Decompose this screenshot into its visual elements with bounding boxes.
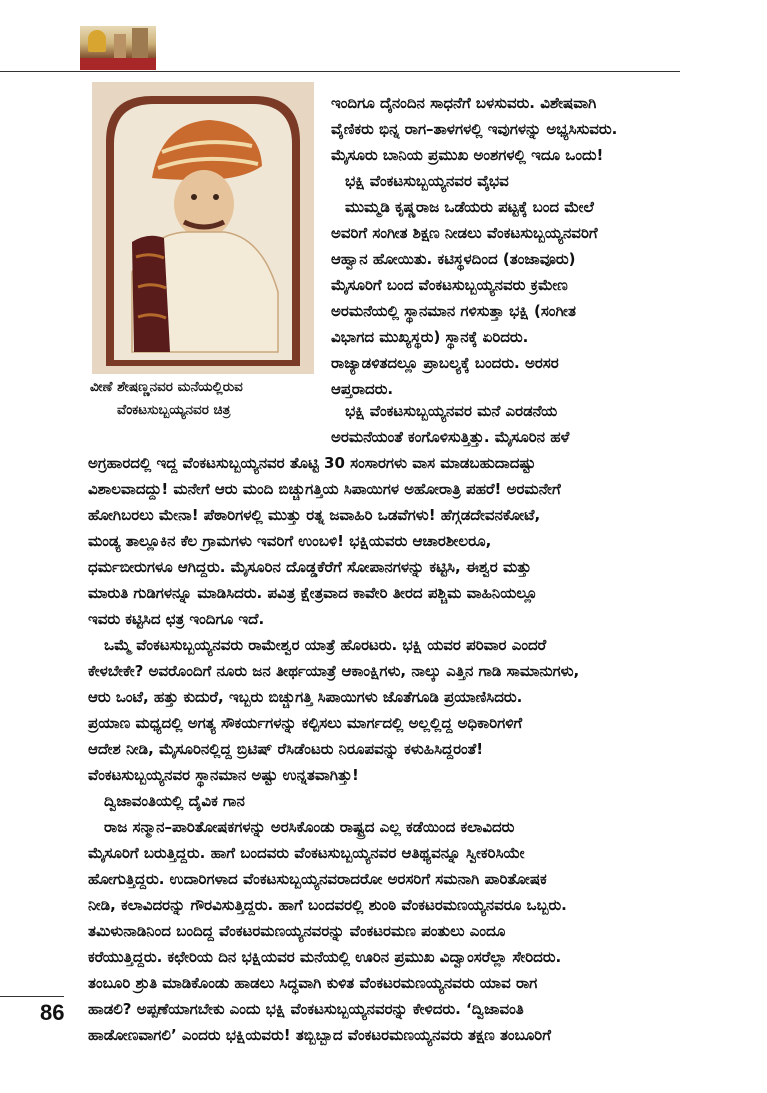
- body-line: ಭಕ್ಷಿ ವೆಂಕಟಸುಬ್ಬಯ್ಯನವರ ಮನೆ ಎರಡನೆಯ: [345, 402, 558, 420]
- body-line: ಹಾಡಲಿ? ಅಪ್ಪಣೆಯಾಗಬೇಕು ಎಂದು ಭಕ್ಷಿ ವೆಂಕಟಸುಬ್ಬಯ್ಯನವರನ್ನು ಕೇಳಿದರು. ‘ದ್ವಿಜಾವಂತಿ: [88, 1000, 524, 1018]
- body-line: ಮಂಡ್ಯ ತಾಲ್ಲೂಕಿನ ಕೆಲ ಗ್ರಾಮಗಳು ಇವರಿಗೆ ಉಂಬಳಿ! ಭಕ್ಷಿಯವರು ಆಚಾರಶೀಲರೂ,: [88, 532, 492, 550]
- body-line: ಮೈಸೂರು ಬಾನಿಯ ಪ್ರಮುಖ ಅಂಶಗಳಲ್ಲಿ ಇದೂ ಒಂದು!: [331, 146, 604, 164]
- body-line: ವಿಶಾಲವಾದದ್ದು! ಮನೇಗೆ ಆರು ಮಂದಿ ಬಿಚ್ಚುಗತ್ತಿಯ ಸಿಪಾಯಿಗಳ ಅಹೋರಾತ್ರಿ ಪಹರೆ! ಅರಮನೇಗೆ: [88, 480, 561, 498]
- body-line: ಇಂದಿಗೂ ದೈನಂದಿನ ಸಾಧನೆಗೆ ಬಳಸುವರು. ವಿಶೇಷವಾಗಿ: [331, 94, 597, 112]
- body-line: ರಾಜ್ಯಾಡಳಿತದಲ್ಲೂ ಪ್ರಾಬಲ್ಯಕ್ಕೆ ಬಂದರು. ಅರಸರ: [331, 354, 559, 372]
- body-line: ಧರ್ಮಬೀರುಗಳೂ ಆಗಿದ್ದರು. ಮೈಸೂರಿನ ದೊಡ್ಡಕೆರೆಗೆ ಸೋಪಾನಗಳನ್ನು ಕಟ್ಟಿಸಿ, ಈಶ್ವರ ಮತ್ತು: [88, 558, 532, 576]
- body-line: ಒಮ್ಮೆ ವೆಂಕಟಸುಬ್ಬಯ್ಯನವರು ರಾಮೇಶ್ವರ ಯಾತ್ರೆ ಹೊರಟರು. ಭಕ್ಷಿ ಯವರ ಪರಿವಾರ ಎಂದರೆ: [104, 636, 547, 654]
- body-line: ನೀಡಿ, ಕಲಾವಿದರನ್ನು ಗೌರವಿಸುತ್ತಿದ್ದರು. ಹಾಗೆ ಬಂದವರಲ್ಲಿ ಶುಂಠಿ ವೆಂಕಟರಮಣಯ್ಯನವರೂ ಒಬ್ಬರು.: [88, 896, 567, 914]
- body-line: ಹೋಗಿಬರಲು ಮೇನಾ! ಪೆಠಾರಿಗಳಲ್ಲಿ ಮುತ್ತು ರತ್ನ ಜವಾಹಿರಿ ಒಡವೆಗಳು! ಹೆಗ್ಗಡದೇವನಕೋಟೆ,: [88, 506, 541, 524]
- body-line: ಆಹ್ವಾನ ಹೋಯಿತು. ಕಟಿಸ್ಥಳದಿಂದ (ತಂಜಾವೂರು): [331, 250, 576, 268]
- body-line: ವೈಣಿಕರು ಭಿನ್ನ ರಾಗ–ತಾಳಗಳಲ್ಲಿ ಇವುಗಳನ್ನು ಅಭ್ಯಸಿಸುವರು.: [331, 120, 618, 138]
- body-line: ಅರಮನೆಯಂತೆ ಕಂಗೊಳಿಸುತ್ತಿತ್ತು. ಮೈಸೂರಿನ ಹಳೆ: [331, 428, 570, 446]
- body-line: ಮೈಸೂರಿಗೆ ಬರುತ್ತಿದ್ದರು. ಹಾಗೆ ಬಂದವರು ವೆಂಕಟಸುಬ್ಬಯ್ಯನವರ ಆತಿಥ್ಯವನ್ನೂ ಸ್ವೀಕರಿಸಿಯೇ: [88, 844, 525, 862]
- body-line: ಅರಮನೆಯಲ್ಲಿ ಸ್ಥಾನಮಾನ ಗಳಿಸುತ್ತಾ ಭಕ್ಷಿ (ಸಂಗೀತ: [331, 302, 576, 320]
- body-line: ಕೇಳಬೇಕೇ? ಅವರೊಂದಿಗೆ ನೂರು ಜನ ತೀರ್ಥಯಾತ್ರೆ ಆಕಾಂಕ್ಷಿಗಳು, ನಾಲ್ಕು ಎತ್ತಿನ ಗಾಡಿ ಸಾಮಾನುಗಳು,: [88, 662, 580, 680]
- dome-icon: [88, 30, 106, 52]
- body-line: ತಂಬೂರಿ ಶ್ರುತಿ ಮಾಡಿಕೊಂಡು ಹಾಡಲು ಸಿದ್ಧವಾಗಿ ಕುಳಿತ ವೆಂಕಟರಮಣಯ್ಯನವರು ಯಾವ ರಾಗ: [88, 974, 538, 992]
- page-number: 86: [40, 1000, 65, 1025]
- body-line: ಆದೇಶ ನೀಡಿ, ಮೈಸೂರಿನಲ್ಲಿದ್ದ ಬ್ರಿಟಿಷ್ ರೆಸಿಡೆಂಟರು ನಿರೂಪವನ್ನು ಕಳುಹಿಸಿದ್ದರಂತೆ!: [88, 740, 484, 758]
- header-rule: [0, 71, 680, 72]
- body-line: ಆಪ್ತರಾದರು.: [331, 380, 394, 398]
- figure-caption-line: ವೆಂಕಟಸುಬ್ಬಯ್ಯನವರ ಚಿತ್ರ: [117, 402, 231, 418]
- body-line: ಅವರಿಗೆ ಸಂಗೀತ ಶಿಕ್ಷಣ ನೀಡಲು ವೆಂಕಟಸುಬ್ಬಯ್ಯನವರಿಗೆ: [331, 224, 598, 242]
- body-line: ಇವರು ಕಟ್ಟಿಸಿದ ಛತ್ರ ಇಂದಿಗೂ ಇದೆ.: [88, 610, 265, 628]
- body-line: ವೆಂಕಟಸುಬ್ಬಯ್ಯನವರ ಸ್ಥಾನಮಾನ ಅಷ್ಟು ಉನ್ನತವಾಗಿತ್ತು!: [88, 766, 359, 784]
- header-image: [80, 26, 156, 70]
- body-line: ವಿಭಾಗದ ಮುಖ್ಯಸ್ಥರು) ಸ್ಥಾನಕ್ಕೆ ಏರಿದರು.: [331, 328, 529, 346]
- body-line: ರಾಜ ಸನ್ಮಾನ–ಪಾರಿತೋಷಕಗಳನ್ನು ಅರಸಿಕೊಂಡು ರಾಷ್ಟ್ರದ ಎಲ್ಲ ಕಡೆಯಿಂದ ಕಲಾವಿದರು: [104, 818, 515, 836]
- body-line: ಅಗ್ರಹಾರದಲ್ಲಿ ಇದ್ದ ವೆಂಕಟಸುಬ್ಬಯ್ಯನವರ ತೊಟ್ಟಿ 30 ಸಂಸಾರಗಳು ವಾಸ ಮಾಡಬಹುದಾದಷ್ಟು: [88, 454, 536, 472]
- section-heading: ಭಕ್ಷಿ ವೆಂಕಟಸುಬ್ಬಯ್ಯನವರ ವೈಭವ: [345, 172, 509, 190]
- body-line: ಮೈಸೂರಿಗೆ ಬಂದ ವೆಂಕಟಸುಬ್ಬಯ್ಯನವರು ಕ್ರಮೇಣ: [331, 276, 568, 294]
- figure-caption-line: ವೀಣೆ ಶೇಷಣ್ಣನವರ ಮನೆಯಲ್ಲಿರುವ: [90, 379, 243, 395]
- portrait-image: [92, 82, 314, 374]
- body-line: ತಮಿಳುನಾಡಿನಿಂದ ಬಂದಿದ್ದ ವೆಂಕಟರಮಣಯ್ಯನವರನ್ನು ವೆಂಕಟರಮಣ ಪಂತುಲು ಎಂದೂ: [88, 922, 506, 940]
- body-line: ಮಾರುತಿ ಗುಡಿಗಳನ್ನೂ ಮಾಡಿಸಿದರು. ಪವಿತ್ರ ಕ್ಷೇತ್ರವಾದ ಕಾವೇರಿ ತೀರದ ಪಶ್ಚಿಮ ವಾಹಿನಿಯಲ್ಲೂ: [88, 584, 538, 602]
- body-line: ಹೋಗುತ್ತಿದ್ದರು. ಉದಾರಿಗಳಾದ ವೆಂಕಟಸುಬ್ಬಯ್ಯನವರಾದರೋ ಅರಸರಿಗೆ ಸಮನಾಗಿ ಪಾರಿತೋಷಕ: [88, 870, 547, 888]
- footer-rule: [0, 996, 64, 997]
- body-line: ಆರು ಒಂಟೆ, ಹತ್ತು ಕುದುರೆ, ಇಬ್ಬರು ಬಿಚ್ಚುಗತ್ತಿ ಸಿಪಾಯಿಗಳು ಜೊತೆಗೂಡಿ ಪ್ರಯಾಣಿಸಿದರು.: [88, 688, 523, 706]
- body-line: ಹಾಡೋಣವಾಗಲಿ’ ಎಂದರು ಭಕ್ಷಿಯವರು! ತಬ್ಬಿಬ್ಬಾದ ವೆಂಕಟರಮಣಯ್ಯನವರು ತಕ್ಷಣ ತಂಬೂರಿಗೆ: [88, 1026, 551, 1044]
- body-line: ಮುಮ್ಮಡಿ ಕೃಷ್ಣರಾಜ ಒಡೆಯರು ಪಟ್ಟಕ್ಕೆ ಬಂದ ಮೇಲೆ: [345, 198, 594, 216]
- section-heading: ದ್ವಿಜಾವಂತಿಯಲ್ಲಿ ದೈವಿಕ ಗಾನ: [104, 792, 245, 810]
- body-line: ಪ್ರಯಾಣ ಮಧ್ಯದಲ್ಲಿ ಅಗತ್ಯ ಸೌಕರ್ಯಗಳನ್ನು ಕಲ್ಪಿಸಲು ಮಾರ್ಗದಲ್ಲಿ ಅಲ್ಲಲ್ಲಿದ್ದ ಅಧಿಕಾರಿಗಳಿಗೆ: [88, 714, 523, 732]
- crowd-icon: [80, 58, 156, 70]
- body-line: ಕರೆಯುತ್ತಿದ್ದರು. ಕಛೇರಿಯ ದಿನ ಭಕ್ಷಿಯವರ ಮನೆಯಲ್ಲಿ ಊರಿನ ಪ್ರಮುಖ ವಿದ್ವಾಂಸರೆಲ್ಲಾ ಸೇರಿದರು.: [88, 948, 562, 966]
